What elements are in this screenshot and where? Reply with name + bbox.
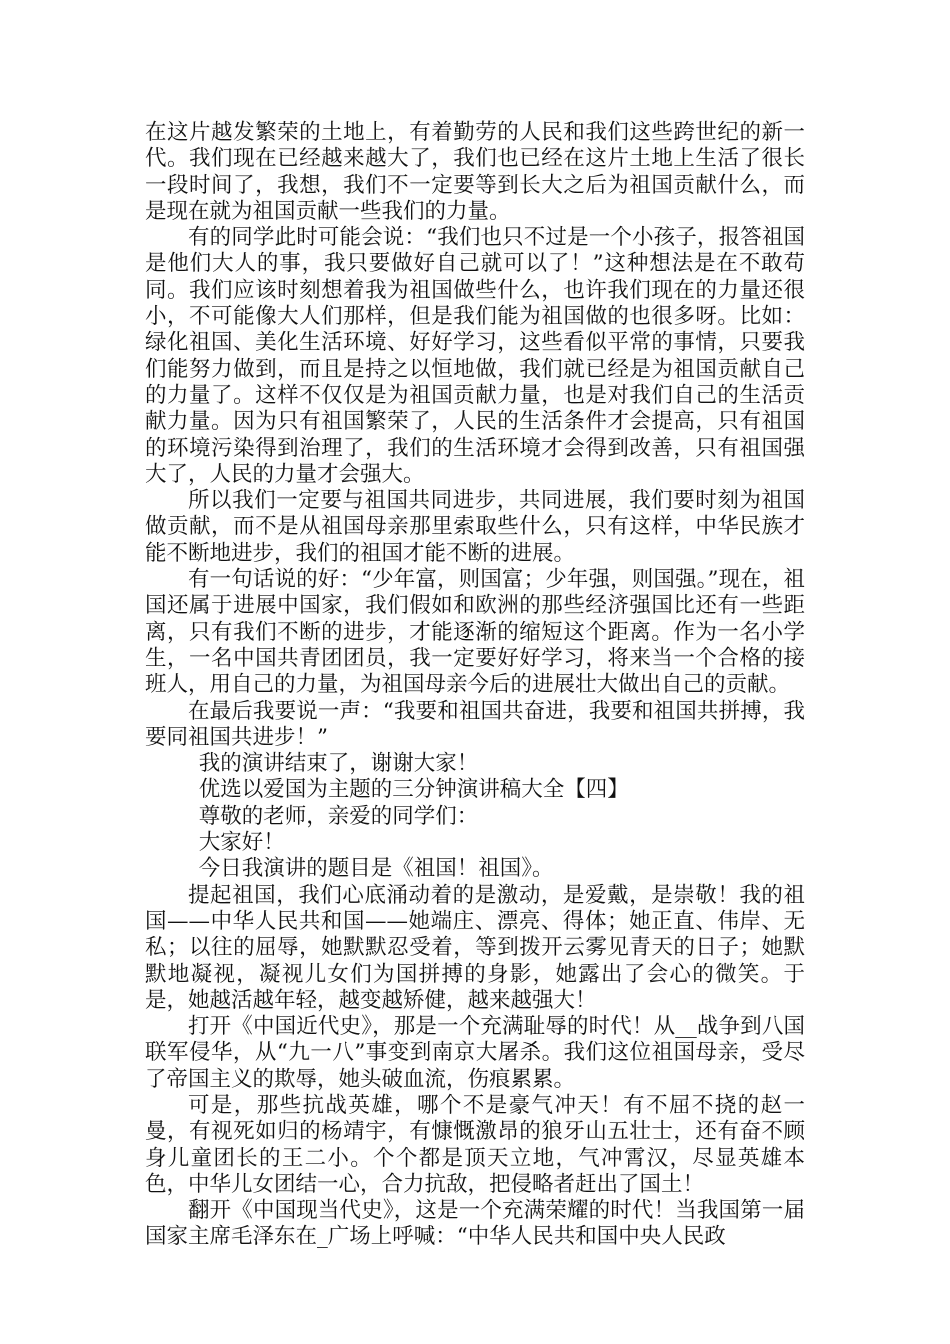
section-heading: 优选以爱国为主题的三分钟演讲稿大全【四】 xyxy=(198,777,629,803)
paragraph: 可是，那些抗战英雄，哪个不是豪气冲天！有不屈不挠的赵一曼，有视死如归的杨靖宇，有慷慨激昂的狼牙山五壮士，还有奋不顾身儿童团长的王二小。个个都是顶天立地，气冲霄汉，尽显英雄本色，中华儿女团结一心，合力抗敌，把侵略者赶出了国土！ xyxy=(145,1092,805,1197)
greeting: 大家好！ xyxy=(198,830,285,856)
paragraph: 翻开《中国现当代史》，这是一个充满荣耀的时代！当我国第一届国家主席毛泽东在_广场上呼喊：“中华人民共和国中央人民政 xyxy=(145,1198,805,1250)
paragraph: 我的演讲结束了，谢谢大家！ xyxy=(198,751,479,777)
document-body xyxy=(145,120,805,1251)
paragraph: 有的同学此时可能会说：“我们也只不过是一个小孩子，报答祖国是他们大人的事，我只要做好自己就可以了！”这种想法是在不敢苟同。我们应该时刻想着我为祖国做些什么，也许我们现在的力量还很小，不可能像大人们那样，但是我们能为祖国做的也很多呀。比如：绿化祖国、美化生活环境、好好学习，这些看似平常的事情，只要我们能努力做到，而且是持之以恒地做，我们就已经是为祖国贡献自己的力量了。这样不仅仅是为祖国贡献力量，也是对我们自己的生活贡献力量。因为只有祖国繁荣了，人民的生活条件才会提高，只有祖国的环境污染得到治理了，我们的生活环境才会得到改善，只有祖国强大了，人民的力量才会强大。 xyxy=(145,225,805,487)
paragraph: 有一句话说的好：“少年富，则国富；少年强，则国强。”现在，祖国还属于进展中国家，我们假如和欧洲的那些经济强国比还有一些距离，只有我们不断的进步，才能逐渐的缩短这个距离。作为一名小学生，一名中国共青团团员，我一定要好好学习，将来当一个合格的接班人，用自己的力量，为祖国母亲今后的进展壮大做出自己的贡献。 xyxy=(145,567,805,698)
paragraph: 今日我演讲的题目是《祖国！祖国》。 xyxy=(198,856,554,882)
paragraph: 打开《中国近代史》，那是一个充满耻辱的时代！从__战争到八国联军侵华，从“九一八”事变到南京大屠杀。我们这位祖国母亲，受尽了帝国主义的欺辱，她头破血流，伤痕累累。 xyxy=(145,1014,805,1092)
paragraph: 在这片越发繁荣的土地上，有着勤劳的人民和我们这些跨世纪的新一代。我们现在已经越来越大了，我们也已经在这片土地上生活了很长一段时间了，我想，我们不一定要等到长大之后为祖国贡献什么，而是现在就为祖国贡献一些我们的力量。 xyxy=(145,120,805,224)
paragraph: 在最后我要说一声：“我要和祖国共奋进，我要和祖国共拼搏，我要同祖国共进步！” xyxy=(145,698,805,750)
salutation: 尊敬的老师，亲爱的同学们： xyxy=(198,803,479,829)
paragraph: 所以我们一定要与祖国共同进步，共同进展，我们要时刻为祖国做贡献，而不是从祖国母亲那里索取些什么，只有这样，中华民族才能不断地进步，我们的祖国才能不断的进展。 xyxy=(145,488,805,566)
paragraph: 提起祖国，我们心底涌动着的是激动，是爱戴，是崇敬！我的祖国——中华人民共和国——她端庄、漂亮、得体；她正直、伟岸、无私；以往的屈辱，她默默忍受着，等到拨开云雾见青天的日子；她默默地凝视，凝视儿女们为国拼搏的身影，她露出了会心的微笑。于是，她越活越年轻，越变越矫健，越来越强大！ xyxy=(145,882,805,1013)
